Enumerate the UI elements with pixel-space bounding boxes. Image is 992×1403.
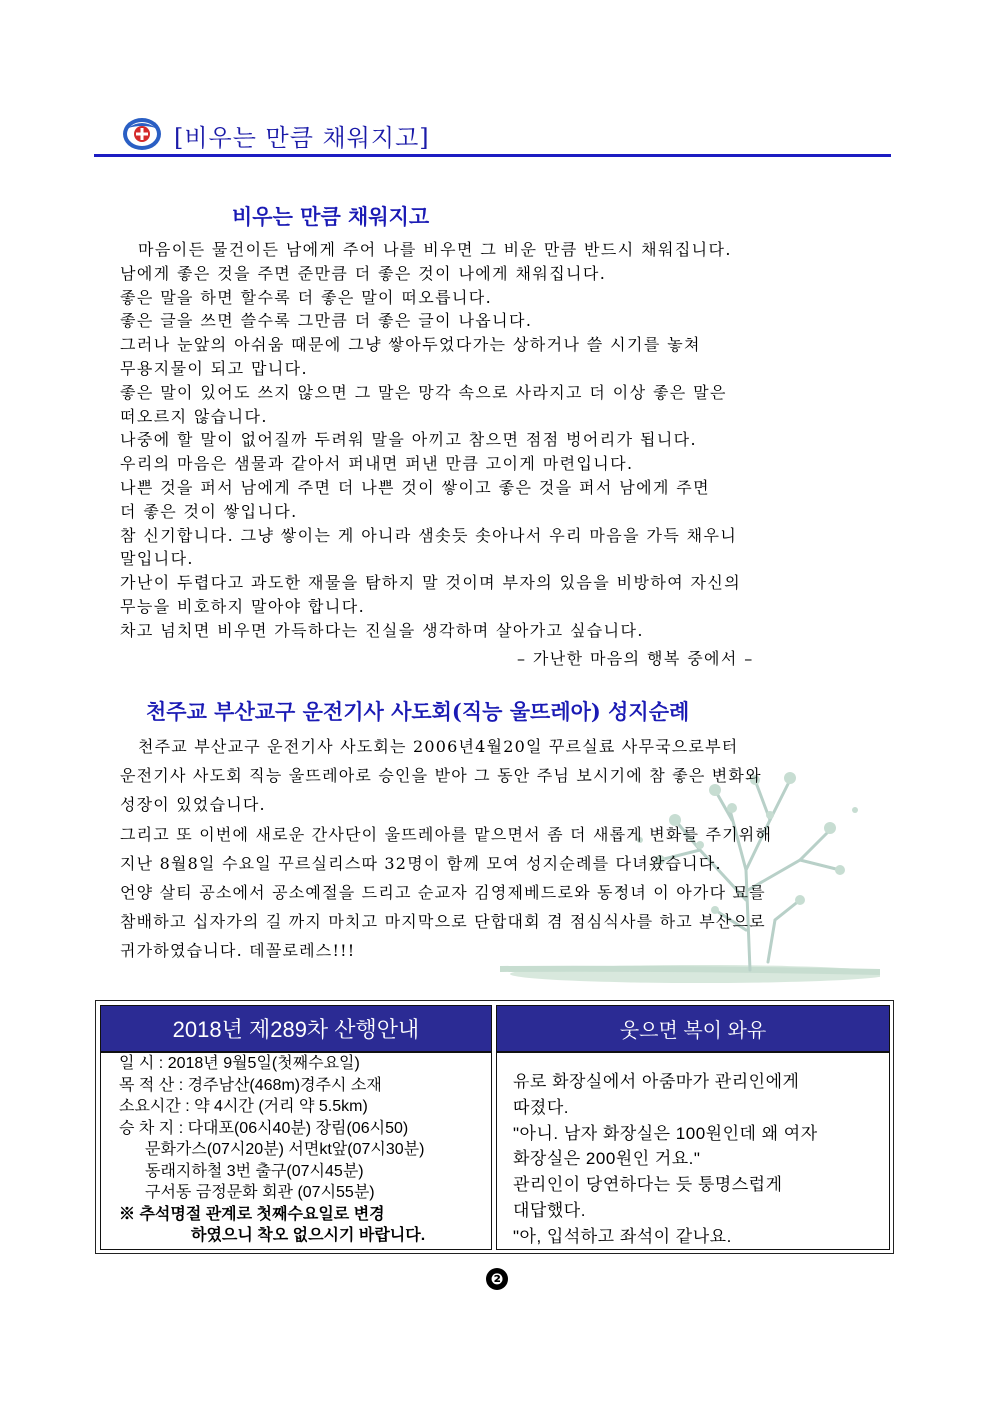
section1-line: 무능을 비호하지 말아야 합니다.: [120, 596, 366, 616]
section1-line: 떠오르지 않습니다.: [120, 406, 268, 426]
joke-text: [513, 1069, 818, 1250]
section1-body: [120, 238, 840, 643]
section1-line: 참 신기합니다. 그냥 쌓이는 게 아니라 샘솟듯 솟아나서 우리 마음을 가득 채우니: [120, 525, 738, 545]
hiking-panel: [100, 1052, 492, 1250]
hiking-info: [119, 1053, 425, 1247]
section1-source: – 가난한 마음의 행복 중에서 –: [517, 649, 754, 668]
section1-line: 좋은 말을 하면 할수록 더 좋은 말이 떠오릅니다.: [120, 287, 493, 307]
section1-line: 나쁜 것을 퍼서 남에게 주면 더 나쁜 것이 쌓이고 좋은 것을 퍼서 남에게 주면: [120, 477, 710, 497]
hiking-line: 동래지하철 3번 출구(07시45분): [145, 1162, 364, 1180]
hiking-notice: ※ 추석명절 관계로 첫째수요일로 변경: [119, 1205, 385, 1223]
section1-line: 좋은 말이 있어도 쓰지 않으면 그 말은 망각 속으로 사라지고 더 이상 좋은 말은: [120, 382, 727, 402]
section1-line: 우리의 마음은 샘물과 같아서 퍼내면 퍼낸 만큼 고이게 마련입니다.: [120, 454, 634, 474]
section2-title: 천주교 부산교구 운전기사 사도회(직능 울뜨레아) 성지순례: [146, 699, 690, 724]
hiking-line: 소요시간 : 약 4시간 (거리 약 5.5km): [119, 1098, 368, 1115]
joke-panel: [496, 1052, 890, 1250]
section1-line: 남에게 좋은 것을 주면 준만큼 더 좋은 것이 나에게 채워집니다.: [120, 263, 607, 283]
header-title: [비우는 만큼 채워지고]: [174, 124, 430, 152]
header-divider: [94, 154, 891, 157]
joke-line: "아니. 남자 화장실은 100원인데 왜 여자: [513, 1123, 818, 1143]
section2-line: 언양 살티 공소에서 공소예절을 드리고 순교자 김영제베드로와 동정녀 이 아가다 묘를: [120, 882, 766, 902]
section2-line: 성장이 있었습니다.: [120, 795, 266, 815]
page-number: ❷: [486, 1268, 508, 1290]
joke-line: "아, 입석하고 좌석이 같나요.: [513, 1226, 732, 1246]
joke-line: 유로 화장실에서 아줌마가 관리인에게: [513, 1072, 800, 1091]
catholic-logo-icon: [120, 114, 164, 154]
joke-line: 화장실은 200원인 거요.": [513, 1149, 701, 1169]
section2-line: 지난 8월8일 수요일 꾸르실리스따 32명이 함께 모여 성지순례를 다녀왔습니다.: [120, 853, 722, 873]
info-boxes: [95, 1000, 894, 1254]
section2-line: 그리고 또 이번에 새로운 간사단이 울뜨레아를 맡으면서 좀 더 새롭게 변화를 주기위해: [120, 824, 773, 844]
section1-line: 무용지물이 되고 맙니다.: [120, 358, 309, 378]
section1-line: 좋은 글을 쓰면 쓸수록 그만큼 더 좋은 글이 나옵니다.: [120, 311, 533, 331]
joke-line: 관리인이 당연하다는 듯 퉁명스럽게: [513, 1175, 783, 1195]
section1-line: 가난이 두렵다고 과도한 재물을 탐하지 말 것이며 부자의 있음을 비방하여 자신의: [120, 573, 742, 593]
section2-line: 귀가하였습니다. 데꼴로레스!!!: [120, 941, 356, 961]
hiking-line: 일 시 : 2018년 9월5일(첫째수요일): [119, 1055, 360, 1072]
section1-line: 마음이든 물건이든 남에게 주어 나를 비우면 그 비운 만큼 반드시 채워집니다.: [138, 240, 732, 259]
section2-line: 참배하고 십자가의 길 까지 마치고 마지막으로 단합대회 겸 점심식사를 하고 부산으로: [120, 912, 766, 932]
hiking-line: 구서동 금정문화 회관 (07시55분): [145, 1184, 375, 1201]
section1-line: 그러나 눈앞의 아쉬움 때문에 그냥 쌓아두었다가는 상하거나 쓸 시기를 놓쳐: [120, 335, 701, 355]
joke-title: 웃으면 복이 와유: [496, 1005, 890, 1052]
section1-line: 말입니다.: [120, 549, 194, 569]
section2-line: 운전기사 사도회 직능 울뜨레아로 승인을 받아 그 동안 주님 보시기에 참 좋은 변화와: [120, 766, 762, 786]
section1-line: 차고 넘치면 비우면 가득하다는 진실을 생각하며 살아가고 싶습니다.: [120, 620, 644, 640]
section1-title: 비우는 만큼 채워지고: [232, 204, 430, 229]
section1-line: 더 좋은 것이 쌓입니다.: [120, 501, 298, 521]
hiking-title: 2018년 제289차 산행안내: [100, 1005, 492, 1052]
hiking-notice: 하였으니 착오 없으시기 바랍니다.: [191, 1227, 426, 1244]
hiking-line: 목 적 산 : 경주남산(468m)경주시 소재: [119, 1076, 382, 1094]
page-header: [118, 112, 893, 160]
section1-line: 나중에 할 말이 없어질까 두려워 말을 아끼고 참으면 점점 벙어리가 됩니다.: [120, 430, 698, 450]
section2-body: [120, 732, 870, 966]
joke-line: 대답했다.: [513, 1200, 586, 1220]
section2-line: 천주교 부산교구 운전기사 사도회는 2006년4월20일 꾸르실료 사무국으로부터: [138, 737, 739, 756]
joke-line: 따졌다.: [513, 1097, 569, 1117]
hiking-line: 승 차 지 : 다대포(06시40분) 장림(06시50): [119, 1119, 409, 1137]
hiking-line: 문화가스(07시20분) 서면kt앞(07시30분): [145, 1141, 425, 1158]
